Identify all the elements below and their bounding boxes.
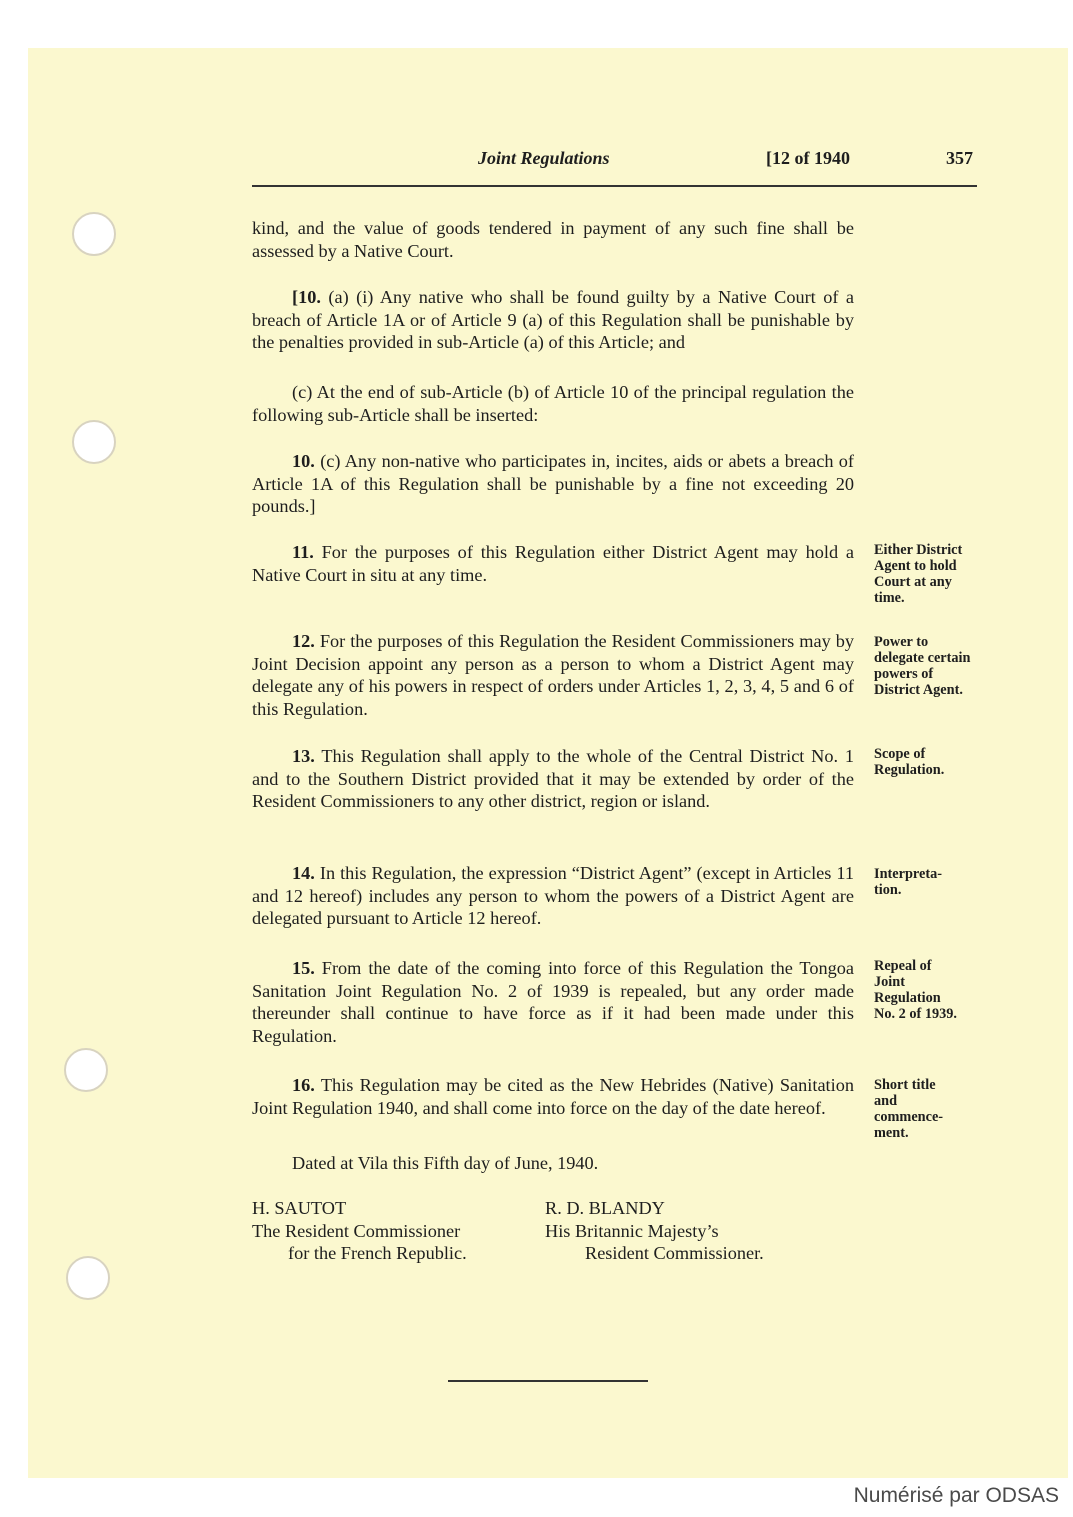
signatory-title: for the French Republic. (288, 1243, 467, 1263)
signatory-name: H. SAUTOT (252, 1198, 347, 1218)
article-10c (252, 450, 854, 518)
end-rule (448, 1380, 648, 1382)
running-header-title: Joint Regulations (478, 148, 610, 168)
article-text: In this Regulation, the expression “District Agent” (except in Articles 11 and 12 hereof) includes any person to whom the powers of a District Agent are delegated pursuant to Article 12 hereof. (252, 863, 854, 928)
article-12 (252, 630, 854, 720)
article-number: 15. (292, 958, 315, 978)
signature-british (545, 1197, 764, 1265)
header-rule (252, 185, 977, 187)
signatory-title: His Britannic Majesty’s (545, 1220, 719, 1241)
article-15 (252, 957, 854, 1047)
margin-note-16: Short title and commence-ment. (874, 1077, 944, 1141)
article-text: (a) (i) Any native who shall be found guilty by a Native Court of a breach of Article 1A or of Article 9 (a) of this Regulation shall be punishable by the penalties provided in sub-Article (a) of this Article; and (252, 287, 854, 352)
article-text: For the purposes of this Regulation the Resident Commissioners may by Joint Decision appoint any person as a person to whom a District Agent may delegate any of his powers in respect of orders under Articles 1, 2, 3, 4, 5 and 6 of this Regulation. (252, 631, 854, 719)
margin-note-12: Power to delegate certain powers of District Agent. (874, 634, 971, 698)
punch-hole-3 (64, 1048, 108, 1092)
article-text: From the date of the coming into force of this Regulation the Tongoa Sanitation Joint Regulation No. 2 of 1939 is repealed, but any order made thereunder shall continue to have force as if it had been made under this Regulation. (252, 958, 854, 1046)
article-number: [10. (292, 287, 321, 307)
article-text: For the purposes of this Regulation either District Agent may hold a Native Court in situ at any time. (252, 542, 854, 585)
article-text: This Regulation may be cited as the New Hebrides (Native) Sanitation Joint Regulation 1940, and shall come into force on the day of the date hereof. (252, 1075, 854, 1118)
signatory-title: The Resident Commissioner (252, 1220, 461, 1241)
signature-french (252, 1197, 467, 1265)
article-number: 11. (292, 542, 314, 562)
article-14 (252, 862, 854, 930)
article-16 (252, 1074, 854, 1119)
article-13 (252, 745, 854, 813)
punch-hole-4 (66, 1256, 110, 1300)
article-number: 16. (292, 1075, 315, 1095)
article-number: 12. (292, 631, 315, 651)
margin-note-13: Scope of Regulation. (874, 746, 945, 778)
punch-hole-2 (72, 420, 116, 464)
running-header-ref: [12 of 1940 (766, 148, 850, 168)
margin-note-15: Repeal of Joint Regulation No. 2 of 1939. (874, 958, 957, 1022)
punch-hole-1 (72, 212, 116, 256)
signatory-name: R. D. BLANDY (545, 1198, 665, 1218)
article-text: This Regulation shall apply to the whole of the Central District No. 1 and to the Southern District provided that it may be extended by order of the Resident Commissioners to any other district, region or island. (252, 746, 854, 811)
article-number: 10. (292, 451, 315, 471)
article-number: 13. (292, 746, 315, 766)
continued-paragraph: kind, and the value of goods tendered in payment of any such fine shall be assessed by a Native Court. (252, 218, 854, 261)
dated-line: Dated at Vila this Fifth day of June, 1940. (292, 1153, 599, 1173)
signatory-title: Resident Commissioner. (585, 1243, 764, 1263)
article-10a (252, 286, 854, 354)
article-10c-intro: (c) At the end of sub-Article (b) of Article 10 of the principal regulation the following sub-Article shall be inserted: (252, 382, 854, 425)
article-11 (252, 541, 854, 586)
page-number: 357 (946, 148, 973, 168)
margin-note-14: Interpreta-tion. (874, 866, 943, 898)
article-number: 14. (292, 863, 315, 883)
margin-note-11: Either District Agent to hold Court at any time. (874, 542, 963, 606)
article-text: (c) Any non-native who participates in, incites, aids or abets a breach of Article 1A of this Regulation shall be punishable by a fine not exceeding 20 pounds.] (252, 451, 854, 516)
digitization-credit: Numérisé par ODSAS (853, 1484, 1059, 1507)
